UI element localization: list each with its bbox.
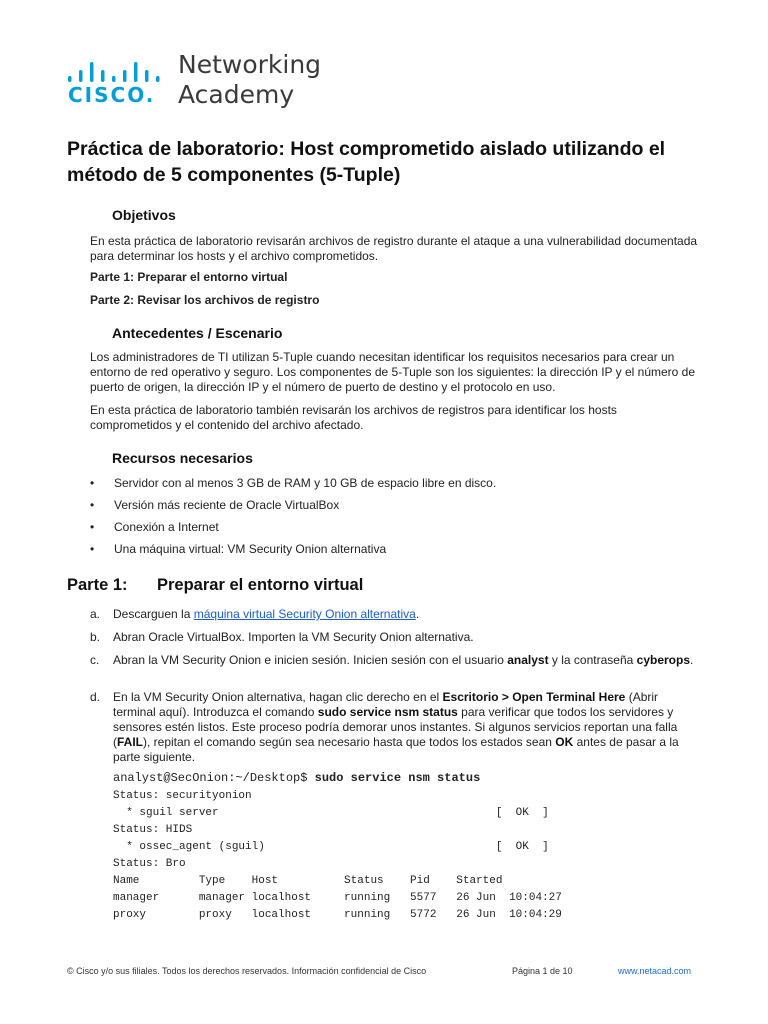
- cisco-bar: [123, 70, 127, 82]
- brand-text: [178, 50, 321, 110]
- background-paragraph-1: Los administradores de TI utilizan 5-Tuple cuando necesitan identificar los requisitos necesarios para crear un entorno de red operativo y seguro. Los componentes de 5-Tuple son los siguientes: la dirección IP y el número de puerto de origen, la dirección IP y el número de puerto de destino y el protocolo en uso.: [90, 350, 696, 394]
- footer-page-number: Página 1 de 10: [512, 966, 573, 976]
- cisco-bar: [90, 62, 94, 82]
- terminal-command-line: analyst@SecOnion:~/Desktop$ sudo service nsm status: [113, 771, 481, 785]
- cisco-wordmark: CISCO.: [68, 83, 156, 107]
- objectives-part2: Parte 2: Revisar los archivos de registro: [90, 293, 320, 307]
- background-paragraph-2: En esta práctica de laboratorio también revisarán los archivos de registros para identificar los hosts comprometidos y el contenido del archivo afectado.: [90, 403, 617, 432]
- terminal-table-row: manager manager localhost running 5577 26 Jun 10:04:27: [113, 892, 562, 904]
- document-title: Práctica de laboratorio: Host comprometido aislado utilizando el método de 5 componentes (5-Tuple): [67, 138, 666, 186]
- terminal-line: * sguil server [ OK ]: [113, 807, 549, 819]
- objectives-intro: En esta práctica de laboratorio revisarán archivos de registro durante el ataque a una vulnerabilidad documentada para determinar los hosts y el archivo comprometidos.: [90, 234, 698, 263]
- resource-item: • Una máquina virtual: VM Security Onion alternativa: [90, 542, 387, 556]
- resource-item: • Servidor con al menos 3 GB de RAM y 10 GB de espacio libre en disco.: [90, 476, 497, 490]
- terminal-line: Status: Bro: [113, 858, 186, 870]
- brand-line2: Academy: [178, 80, 295, 109]
- footer-site-link[interactable]: www.netacad.com: [618, 966, 692, 976]
- footer-copyright: © Cisco y/o sus filiales. Todos los derechos reservados. Información confidencial de Cisco: [67, 966, 427, 976]
- cisco-bar: [134, 62, 138, 82]
- objectives-heading: Objetivos: [112, 207, 176, 223]
- security-onion-vm-link[interactable]: máquina virtual Security Onion alternativa: [193, 607, 416, 621]
- terminal-table-header: Name Type Host Status Pid Started: [113, 875, 503, 887]
- brand-line1: Networking: [178, 50, 322, 79]
- terminal-line: * ossec_agent (sguil) [ OK ]: [113, 841, 549, 853]
- cisco-bar: [68, 76, 72, 82]
- cisco-bar: [101, 70, 105, 82]
- terminal-line: Status: HIDS: [113, 824, 193, 836]
- part1-heading: Parte 1: Preparar el entorno virtual: [67, 576, 364, 594]
- cisco-bars-icon: [68, 62, 160, 82]
- resource-item: • Versión más reciente de Oracle VirtualBox: [90, 498, 340, 512]
- objectives-part1: Parte 1: Preparar el entorno virtual: [90, 270, 288, 284]
- background-heading: Antecedentes / Escenario: [112, 325, 283, 341]
- resources-heading: Recursos necesarios: [112, 450, 253, 466]
- terminal-table-row: proxy proxy localhost running 5772 26 Jun 10:04:29: [113, 909, 562, 921]
- cisco-bar: [79, 70, 83, 82]
- terminal-line: Status: securityonion: [113, 790, 252, 802]
- cisco-bar: [156, 76, 160, 82]
- cisco-bar: [145, 70, 149, 82]
- cisco-bar: [112, 76, 116, 82]
- resource-item: • Conexión a Internet: [90, 520, 219, 534]
